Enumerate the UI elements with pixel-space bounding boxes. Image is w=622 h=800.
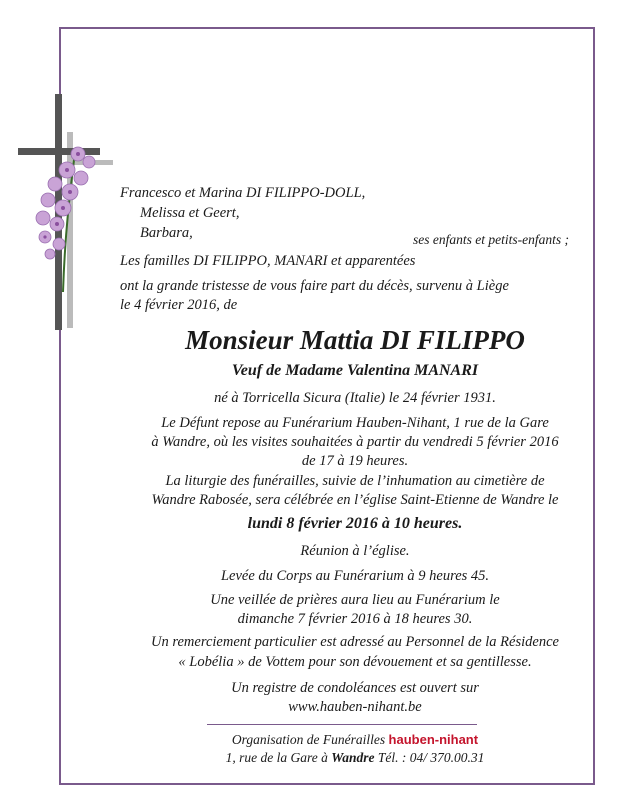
footer-org-label: Organisation de Funérailles: [231, 732, 386, 747]
repose-line-1: Le Défunt repose au Funérarium Hauben-Nihant, 1 rue de la Gare: [161, 415, 549, 431]
footer-address-street: 1, rue de la Gare à: [225, 750, 328, 765]
family-role: ses enfants et petits-enfants ;: [413, 232, 569, 247]
family-line-grandchild-1: Melissa et Geert,: [140, 205, 240, 221]
cross-with-orchids-icon: [15, 92, 115, 332]
funeral-date: lundi 8 février 2016 à 10 heures.: [247, 515, 463, 532]
thanks-line-1: Un remerciement particulier est adressé au Personnel de la Résidence: [151, 634, 559, 650]
register-line-1: Un registre de condoléances est ouvert sur: [231, 680, 479, 696]
veillee-line-2: dimanche 7 février 2016 à 18 heures 30.: [237, 611, 473, 627]
repose-line-3: de 17 à 19 heures.: [301, 453, 409, 469]
family-line-children: Francesco et Marina DI FILIPPO-DOLL,: [120, 185, 366, 201]
thanks-line-2: « Lobélia » de Vottem pour son dévouement et sa gentillesse.: [178, 654, 532, 670]
footer-address: [120, 749, 590, 768]
widower-line: Veuf de Madame Valentina MANARI: [231, 362, 479, 379]
family-line-families: Les familles DI FILIPPO, MANARI et apparentées: [120, 253, 416, 269]
register-url[interactable]: www.hauben-nihant.be: [288, 699, 422, 715]
family-line-grandchild-2: Barbara,: [140, 225, 193, 241]
intro-line-2: le 4 février 2016, de: [120, 297, 238, 313]
levee-line: Levée du Corps au Funérarium à 9 heures 45.: [220, 568, 490, 584]
liturgy-line-2: Wandre Rabosée, sera célébrée en l’église Saint-Etienne de Wandre le: [151, 492, 559, 508]
birth-line: né à Torricella Sicura (Italie) le 24 février 1931.: [214, 390, 496, 406]
brand-logo: hauben-nihant: [388, 732, 479, 747]
veillee-line-1: Une veillée de prières aura lieu au Funérarium le: [210, 592, 500, 608]
liturgy-line-1: La liturgie des funérailles, suivie de l’inhumation au cimetière de: [165, 473, 545, 489]
footer-divider: [207, 724, 477, 725]
footer-organisation: [120, 731, 590, 750]
intro-line-1: ont la grande tristesse de vous faire part du décès, survenu à Liège: [120, 278, 509, 294]
footer-phone: Tél. : 04/ 370.00.31: [377, 750, 485, 765]
deceased-name: Monsieur Mattia DI FILIPPO: [185, 325, 525, 355]
footer-address-town: Wandre: [331, 750, 375, 765]
reunion-line: Réunion à l’église.: [300, 543, 410, 559]
repose-line-2: à Wandre, où les visites souhaitées à partir du vendredi 5 février 2016: [151, 434, 559, 450]
